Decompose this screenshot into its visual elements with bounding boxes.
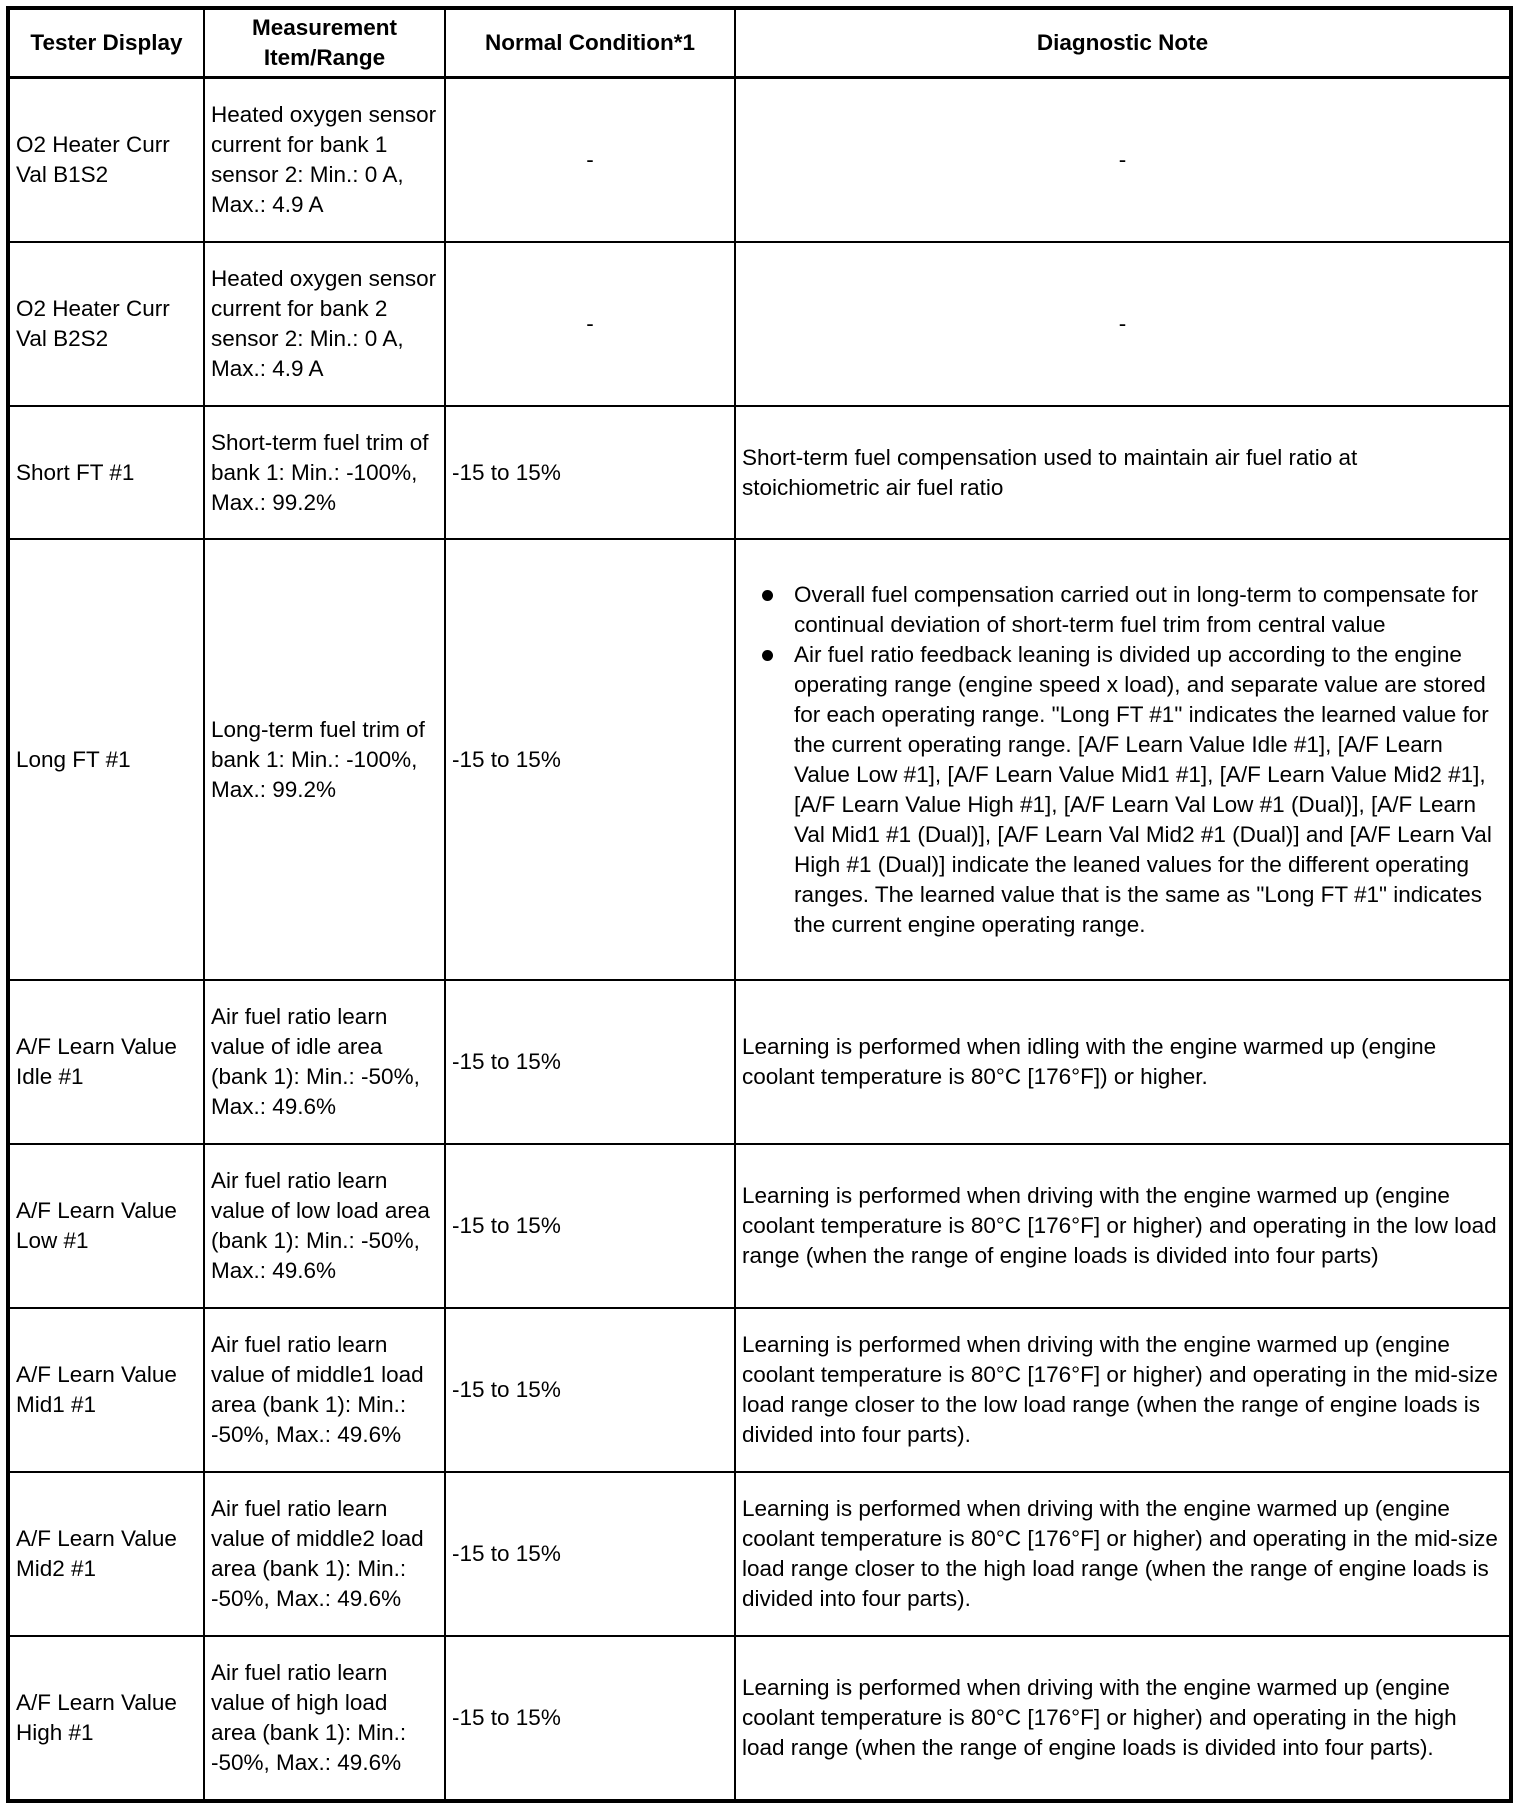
table-row	[8, 980, 1511, 1144]
normal-condition-cell: -	[445, 242, 735, 406]
tester-display-cell: O2 Heater Curr Val B2S2	[8, 242, 204, 406]
tester-display-cell: A/F Learn Value High #1	[8, 1636, 204, 1801]
table-row	[8, 1472, 1511, 1636]
table-row	[8, 242, 1511, 406]
measurement-cell: Air fuel ratio learn value of middle1 load area (bank 1): Min.: -50%, Max.: 49.6%	[204, 1308, 445, 1472]
table-row	[8, 78, 1511, 243]
tester-display-cell: O2 Heater Curr Val B1S2	[8, 78, 204, 243]
header-tester-display: Tester Display	[8, 8, 204, 78]
normal-condition-cell: -15 to 15%	[445, 980, 735, 1144]
diagnostic-note-cell	[735, 539, 1511, 980]
tester-display-cell: A/F Learn Value Mid1 #1	[8, 1308, 204, 1472]
header-normal-condition: Normal Condition*1	[445, 8, 735, 78]
tester-display-cell: A/F Learn Value Idle #1	[8, 980, 204, 1144]
bullet-text: Overall fuel compensation carried out in long-term to compensate for continual deviation of short-term fuel trim from central value	[794, 581, 1479, 637]
diagnostic-note-cell: Learning is performed when driving with the engine warmed up (engine coolant temperature is 80°C [176°F] or higher) and operating in the mid-size load range closer to the high load range (when the range of engine loads is divided into four parts).	[735, 1472, 1511, 1636]
normal-condition-cell: -15 to 15%	[445, 406, 735, 539]
bullet-text: Air fuel ratio feedback leaning is divided up according to the engine operating range (engine speed x load), and separate value are stored for each operating range. "Long FT #1" indicates the learned value for the current operating range. [A/F Learn Value Idle #1], [A/F Learn Value Low #1], [A/F Learn Value Mid1 #1], [A/F Learn Value Mid2 #1], [A/F Learn Value High #1], [A/F Learn Val Low #1 (Dual)], [A/F Learn Val Mid1 #1 (Dual)], [A/F Learn Val Mid2 #1 (Dual)] and [A/F Learn Val High #1 (Dual)] indicate the leaned values for the different operating ranges. The learned value that is the same as "Long FT #1" indicates the current engine operating range.	[794, 641, 1492, 937]
normal-condition-cell: -15 to 15%	[445, 1636, 735, 1801]
header-measurement-item-range: Measurement Item/Range	[204, 8, 445, 78]
tester-display-cell: A/F Learn Value Low #1	[8, 1144, 204, 1308]
measurement-cell: Long-term fuel trim of bank 1: Min.: -100%, Max.: 99.2%	[204, 539, 445, 980]
header-row	[8, 8, 1511, 78]
measurement-cell: Air fuel ratio learn value of idle area (bank 1): Min.: -50%, Max.: 49.6%	[204, 980, 445, 1144]
measurement-cell: Air fuel ratio learn value of high load area (bank 1): Min.: -50%, Max.: 49.6%	[204, 1636, 445, 1801]
tester-display-cell: A/F Learn Value Mid2 #1	[8, 1472, 204, 1636]
measurement-cell: Short-term fuel trim of bank 1: Min.: -100%, Max.: 99.2%	[204, 406, 445, 539]
bullet-item	[742, 580, 1499, 640]
table-row	[8, 1144, 1511, 1308]
bullet-icon	[762, 590, 773, 601]
diagnostic-note-cell: Learning is performed when driving with the engine warmed up (engine coolant temperature is 80°C [176°F] or higher) and operating in the mid-size load range closer to the low load range (when the range of engine loads is divided into four parts).	[735, 1308, 1511, 1472]
measurement-cell: Heated oxygen sensor current for bank 2 sensor 2: Min.: 0 A, Max.: 4.9 A	[204, 242, 445, 406]
diagnostic-note-cell: Learning is performed when driving with the engine warmed up (engine coolant temperature is 80°C [176°F] or higher) and operating in the low load range (when the range of engine loads is divided into four parts)	[735, 1144, 1511, 1308]
table-row	[8, 539, 1511, 980]
bullet-item	[742, 640, 1499, 940]
measurement-cell: Heated oxygen sensor current for bank 1 sensor 2: Min.: 0 A, Max.: 4.9 A	[204, 78, 445, 243]
table-row	[8, 406, 1511, 539]
normal-condition-cell: -15 to 15%	[445, 539, 735, 980]
table-row	[8, 1308, 1511, 1472]
measurement-cell: Air fuel ratio learn value of middle2 load area (bank 1): Min.: -50%, Max.: 49.6%	[204, 1472, 445, 1636]
diagnostic-note-cell: Learning is performed when driving with the engine warmed up (engine coolant temperature is 80°C [176°F] or higher) and operating in the high load range (when the range of engine loads is divided into four parts).	[735, 1636, 1511, 1801]
diagnostic-note-cell: -	[735, 242, 1511, 406]
tester-display-cell: Short FT #1	[8, 406, 204, 539]
tester-display-cell: Long FT #1	[8, 539, 204, 980]
normal-condition-cell: -15 to 15%	[445, 1472, 735, 1636]
bullet-icon	[762, 650, 773, 661]
header-diagnostic-note: Diagnostic Note	[735, 8, 1511, 78]
data-list-table	[6, 6, 1513, 1803]
diagnostic-bullet-list	[742, 580, 1499, 940]
normal-condition-cell: -15 to 15%	[445, 1308, 735, 1472]
normal-condition-cell: -15 to 15%	[445, 1144, 735, 1308]
measurement-cell: Air fuel ratio learn value of low load area (bank 1): Min.: -50%, Max.: 49.6%	[204, 1144, 445, 1308]
diagnostic-note-cell: -	[735, 78, 1511, 243]
normal-condition-cell: -	[445, 78, 735, 243]
diagnostic-note-cell: Learning is performed when idling with the engine warmed up (engine coolant temperature is 80°C [176°F]) or higher.	[735, 980, 1511, 1144]
diagnostic-note-cell: Short-term fuel compensation used to maintain air fuel ratio at stoichiometric air fuel ratio	[735, 406, 1511, 539]
table-row	[8, 1636, 1511, 1801]
